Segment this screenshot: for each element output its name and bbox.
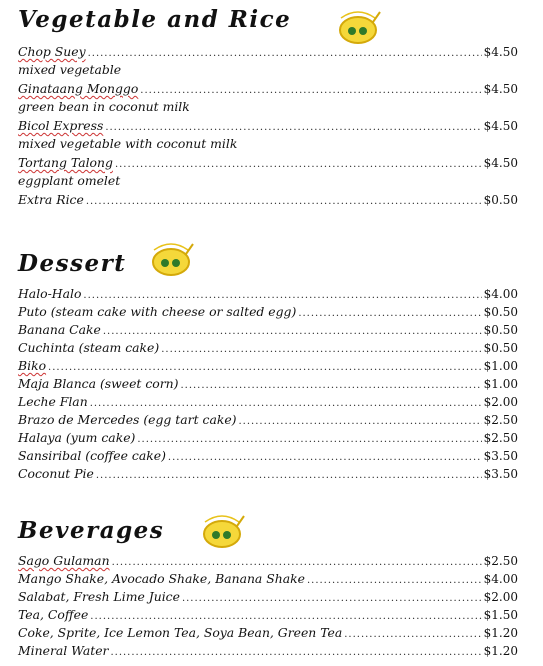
section-title-beverages: Beverages <box>18 517 165 544</box>
menu-item: Brazo de Mercedes (egg tart cake) ..... $2.50 <box>18 412 518 430</box>
menu-item: Sago Gulaman ..... $2.50 <box>18 553 518 571</box>
menu-list-beverages <box>18 553 518 661</box>
section-title-vegetable-rice: Vegetable and Rice <box>18 6 292 33</box>
menu-item-description: eggplant omelet <box>18 173 121 188</box>
menu-item-description: green bean in coconut milk <box>18 99 190 114</box>
restaurant-logo <box>197 508 247 550</box>
menu-item: Coke, Sprite, Ice Lemon Tea, Soya Bean, Green Tea ..... $1.20 <box>18 625 518 643</box>
menu-item: Banana Cake ..... $0.50 <box>18 322 518 340</box>
menu-item: Biko ..... $1.00 <box>18 358 518 376</box>
logo-pot-icon <box>333 4 383 46</box>
menu-item: Mineral Water ..... $1.20 <box>18 643 518 661</box>
menu-item-description: mixed vegetable <box>18 62 122 77</box>
menu-item: Salabat, Fresh Lime Juice ..... $2.00 <box>18 589 518 607</box>
menu-item: Puto (steam cake with cheese or salted egg) ..... $0.50 <box>18 304 518 322</box>
menu-list-vegetable-rice <box>18 44 518 210</box>
menu-item: Tortang Talong ..... $4.50 <box>18 155 518 173</box>
logo-pot-icon <box>197 508 247 550</box>
menu-item: Chop Suey ..... $4.50 <box>18 44 518 62</box>
menu-item: Extra Rice ..... $0.50 <box>18 192 518 210</box>
menu-item: Mango Shake, Avocado Shake, Banana Shake ..... $4.00 <box>18 571 518 589</box>
menu-item: Bicol Express ..... $4.50 <box>18 118 518 136</box>
menu-item-description: mixed vegetable with coconut milk <box>18 136 238 151</box>
menu-item: Halaya (yum cake) ..... $2.50 <box>18 430 518 448</box>
menu-item: Coconut Pie ..... $3.50 <box>18 466 518 484</box>
logo-pot-icon <box>146 236 196 278</box>
menu-item: Leche Flan ..... $2.00 <box>18 394 518 412</box>
section-title-dessert: Dessert <box>18 250 127 277</box>
menu-item: Tea, Coffee ..... $1.50 <box>18 607 518 625</box>
restaurant-logo <box>146 236 196 278</box>
menu-item: Cuchinta (steam cake) ..... $0.50 <box>18 340 518 358</box>
restaurant-logo <box>333 4 383 46</box>
menu-item: Maja Blanca (sweet corn) ..... $1.00 <box>18 376 518 394</box>
menu-item: Halo-Halo ..... $4.00 <box>18 286 518 304</box>
menu-list-dessert <box>18 286 518 484</box>
menu-item: Sansiribal (coffee cake) ..... $3.50 <box>18 448 518 466</box>
menu-item: Ginataang Monggo ..... $4.50 <box>18 81 518 99</box>
